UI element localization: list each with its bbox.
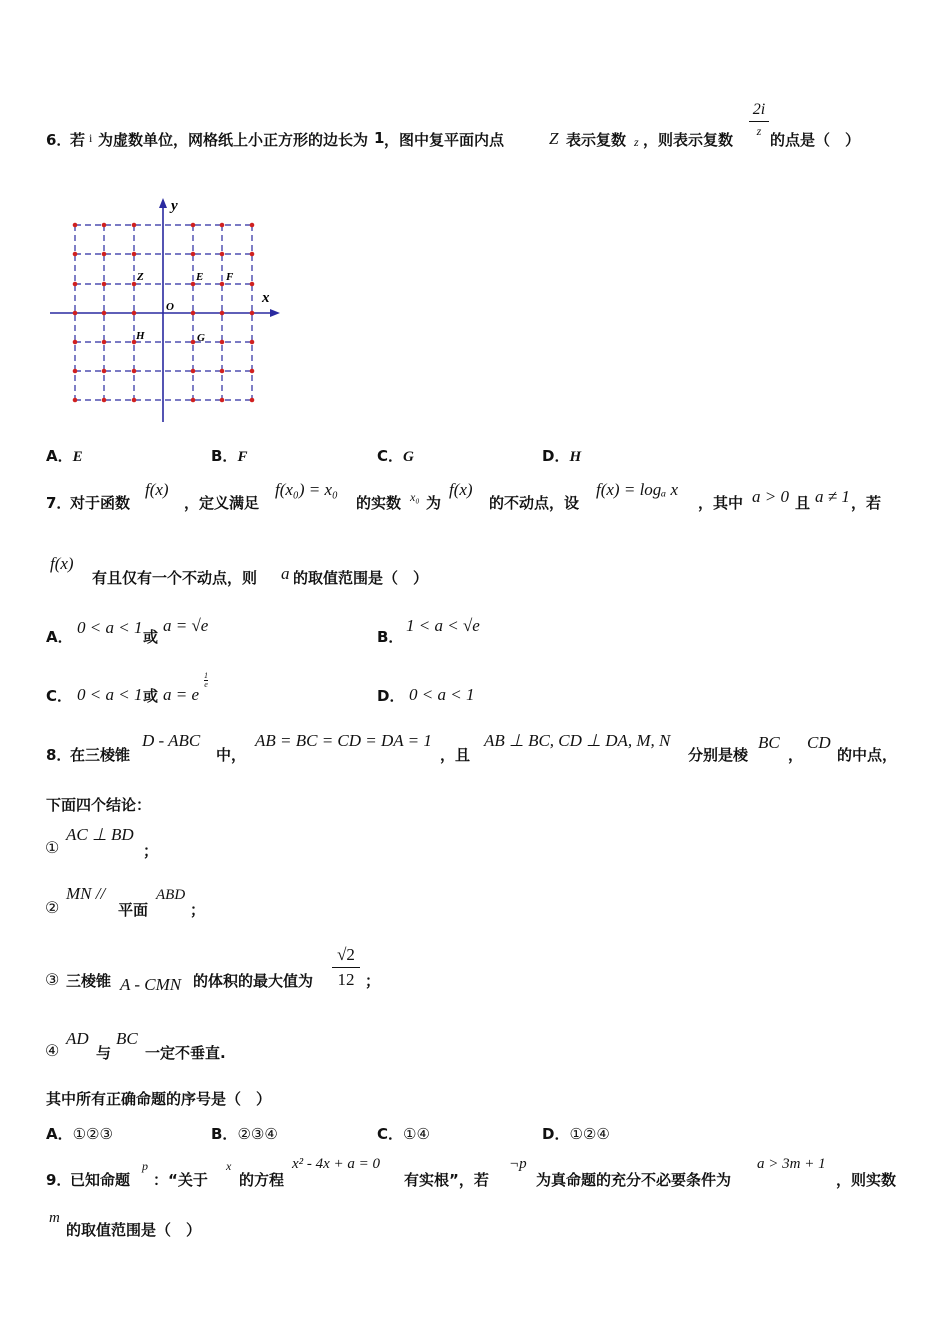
q8-conclusion-3-math: A - CMN bbox=[120, 975, 182, 994]
q6-text-2: 为虚数单位，网格纸上小正方形的边长为 bbox=[98, 131, 369, 149]
q9-condition: a > 3m + 1 bbox=[757, 1156, 826, 1172]
q7-function-def: f(x) = logₐ x bbox=[596, 480, 679, 499]
q9-p: p bbox=[142, 1159, 148, 1173]
q7-option-c-exp-num: 1 bbox=[204, 671, 208, 680]
q6-imag-unit: i bbox=[89, 131, 93, 145]
q9-m: m bbox=[49, 1210, 60, 1226]
q7-text-6: ，其中 bbox=[698, 494, 744, 512]
q6-text-3: ，图中复平面内点 bbox=[384, 131, 505, 149]
q7-option-c-math2: a = e bbox=[163, 685, 200, 704]
q6-fraction bbox=[749, 101, 769, 139]
q6-point-Z: Z bbox=[549, 129, 559, 148]
q8-conclusion-3-text-2: 的体积的最大值为 bbox=[193, 972, 314, 990]
q8-conclusion-4-math: AD bbox=[66, 1029, 89, 1048]
q8-number: 8． bbox=[46, 746, 72, 764]
q8-equal-edges: AB = BC = CD = DA = 1 bbox=[255, 731, 432, 750]
q7-option-a-math: 0 < a < 1 bbox=[77, 618, 143, 637]
point-Z-label: Z bbox=[137, 271, 144, 283]
q8-option-b-value: ②③④ bbox=[237, 1125, 278, 1143]
q8-conclusion-2-math: MN // bbox=[66, 884, 106, 903]
q7-option-a-math2: a = √e bbox=[163, 616, 209, 635]
y-axis-label: y bbox=[171, 198, 178, 214]
q8-option-b[interactable] bbox=[211, 1123, 278, 1144]
q8-option-a[interactable] bbox=[46, 1123, 113, 1144]
complex-plane-graph bbox=[40, 190, 290, 430]
q6-option-a[interactable] bbox=[46, 445, 83, 466]
q6-frac-num: 2i bbox=[752, 101, 766, 118]
q8-conclusion-2-math2: ABD bbox=[156, 887, 186, 903]
q9-x: x bbox=[226, 1159, 232, 1173]
q8-option-a-value: ①②③ bbox=[72, 1125, 113, 1143]
q7-line2-text-1: 有且仅有一个不动点，则 bbox=[92, 569, 258, 587]
q9-text-1: 已知命题 bbox=[70, 1171, 131, 1189]
q8-conclusion-1-end: ； bbox=[143, 842, 159, 860]
q6-number: 6． bbox=[46, 131, 72, 149]
q8-option-c-value: ①④ bbox=[403, 1125, 430, 1143]
q6-option-c-label: C． bbox=[377, 447, 404, 465]
q7-line2-a: a bbox=[281, 564, 290, 583]
q7-text-8: ，若 bbox=[851, 494, 882, 512]
point-E-label: E bbox=[196, 271, 204, 283]
q7-text-7: 且 bbox=[795, 494, 811, 512]
q9-text-7: 的取值范围是（ ） bbox=[66, 1221, 202, 1239]
q9-text-6: ，则实数 bbox=[836, 1171, 897, 1189]
q8-conclusion-3-frac-num: √2 bbox=[337, 945, 355, 964]
point-G-label: G bbox=[197, 332, 205, 344]
q7-text-4: 为 bbox=[426, 494, 442, 512]
q7-option-b-math: 1 < a < √e bbox=[406, 616, 480, 635]
q7-option-c-exp-den: e bbox=[204, 680, 208, 689]
q7-text-2: ，定义满足 bbox=[184, 494, 260, 512]
q8-conclusion-2-text: 平面 bbox=[118, 901, 149, 919]
q8-conclusion-3-frac-den: 12 bbox=[337, 970, 355, 989]
q7-a-gt-0: a > 0 bbox=[752, 487, 789, 506]
q8-pyramid: D - ABC bbox=[142, 731, 201, 750]
q8-option-d-label: D． bbox=[542, 1125, 570, 1143]
q7-option-c-math: 0 < a < 1 bbox=[77, 685, 143, 704]
q8-option-c[interactable] bbox=[377, 1123, 430, 1144]
q8-comma: ， bbox=[788, 746, 804, 764]
q8-edge-CD: CD bbox=[807, 733, 831, 752]
q7-fx: f(x) bbox=[145, 480, 169, 499]
q9-number: 9． bbox=[46, 1171, 72, 1189]
q8-option-b-label: B． bbox=[211, 1125, 238, 1143]
q6-option-b[interactable] bbox=[211, 445, 247, 466]
q7-text-1: 对于函数 bbox=[70, 494, 131, 512]
y-axis-arrow bbox=[159, 198, 167, 208]
q8-conclusion-3-mark: ③ bbox=[45, 972, 60, 989]
q8-conclusion-2-mark: ② bbox=[45, 900, 60, 917]
q8-conclusion-2-end: ； bbox=[190, 901, 206, 919]
q7-option-a-label: A． bbox=[46, 628, 73, 646]
q6-text-4: 表示复数 bbox=[566, 131, 627, 149]
q6-frac-den: z bbox=[756, 124, 762, 138]
q9-text-4: 有实根”，若 bbox=[404, 1171, 489, 1189]
q6-option-a-value: E bbox=[72, 449, 83, 465]
q7-number: 7． bbox=[46, 494, 72, 512]
q7-option-c-or: 或 bbox=[143, 687, 159, 705]
q7-x0: x₀ bbox=[410, 490, 420, 504]
q7-option-d-math: 0 < a < 1 bbox=[409, 685, 475, 704]
q8-conclusion-1-math: AC ⊥ BD bbox=[66, 825, 134, 844]
q8-conclusion-4-mark: ④ bbox=[45, 1043, 60, 1060]
q8-text-4: 分别是棱 bbox=[688, 746, 749, 764]
x-axis-arrow bbox=[270, 309, 280, 317]
x-axis-label: x bbox=[262, 290, 270, 306]
q8-conclusion-4-text-1: 与 bbox=[96, 1044, 112, 1062]
q6-option-d-label: D． bbox=[542, 447, 570, 465]
q8-option-c-label: C． bbox=[377, 1125, 404, 1143]
q7-text-3: 的实数 bbox=[356, 494, 402, 512]
q6-text-5: ，则表示复数 bbox=[643, 131, 734, 149]
q9-text-3: 的方程 bbox=[239, 1171, 285, 1189]
point-H-label: H bbox=[136, 330, 145, 342]
q6-option-c[interactable] bbox=[377, 445, 414, 466]
q8-text-5: 的中点， bbox=[837, 746, 898, 764]
q9-text-2: ：“关于 bbox=[153, 1171, 208, 1189]
q6-var-z: z bbox=[634, 135, 639, 149]
q7-option-b-label: B． bbox=[377, 628, 404, 646]
q6-option-c-value: G bbox=[403, 449, 414, 465]
q7-fixed-point-eq: f(x₀) = x₀ bbox=[275, 480, 338, 499]
q8-line2: 下面四个结论： bbox=[46, 796, 152, 814]
q8-perpendicular: AB ⊥ BC, CD ⊥ DA, M, N bbox=[484, 731, 671, 750]
q6-text-6: 的点是（ ） bbox=[770, 131, 861, 149]
q7-a-ne-1: a ≠ 1 bbox=[815, 487, 850, 506]
q7-fx-b: f(x) bbox=[449, 480, 473, 499]
q8-conclusion-3-end: ； bbox=[365, 972, 381, 990]
q8-conclusion-3-fraction bbox=[332, 945, 360, 990]
point-F-label: F bbox=[226, 271, 234, 283]
q9-text-5: 为真命题的充分不必要条件为 bbox=[536, 1171, 732, 1189]
q7-option-d-label: D． bbox=[377, 687, 405, 705]
q8-conclusion-4-text-2: 一定不垂直. bbox=[145, 1044, 226, 1062]
q8-conclusion-3-text-1: 三棱锥 bbox=[66, 972, 112, 990]
q8-option-a-label: A． bbox=[46, 1125, 73, 1143]
q7-option-c-label: C． bbox=[46, 687, 73, 705]
q7-fx-line2: f(x) bbox=[50, 554, 74, 573]
q7-option-a-or: 或 bbox=[143, 628, 159, 646]
q8-question: 其中所有正确命题的序号是（ ） bbox=[46, 1090, 272, 1108]
q8-edge-BC: BC bbox=[758, 733, 780, 752]
q8-option-d[interactable] bbox=[542, 1123, 610, 1144]
origin-label: O bbox=[166, 301, 174, 313]
q6-option-d[interactable] bbox=[542, 445, 581, 466]
q6-option-b-label: B． bbox=[211, 447, 238, 465]
q7-line2-text-2: 的取值范围是（ ） bbox=[293, 569, 429, 587]
q6-text-one: 1 bbox=[374, 129, 385, 147]
q6-text-1: 若 bbox=[70, 131, 86, 149]
axes bbox=[50, 202, 276, 422]
q8-text-2: 中， bbox=[216, 746, 247, 764]
q8-conclusion-4-math2: BC bbox=[116, 1029, 138, 1048]
q6-option-b-value: F bbox=[237, 449, 248, 465]
q8-option-d-value: ①②④ bbox=[569, 1125, 610, 1143]
q8-conclusion-1-mark: ① bbox=[45, 840, 60, 857]
q6-option-a-label: A． bbox=[46, 447, 73, 465]
q9-equation: x² - 4x + a = 0 bbox=[292, 1156, 381, 1172]
q6-option-d-value: H bbox=[569, 449, 582, 465]
q7-text-5: 的不动点，设 bbox=[489, 494, 580, 512]
q8-text-1: 在三棱锥 bbox=[70, 746, 131, 764]
q8-text-3: ，且 bbox=[440, 746, 471, 764]
q7-option-c-exponent bbox=[202, 672, 210, 689]
q9-not-p: ¬p bbox=[509, 1156, 527, 1172]
